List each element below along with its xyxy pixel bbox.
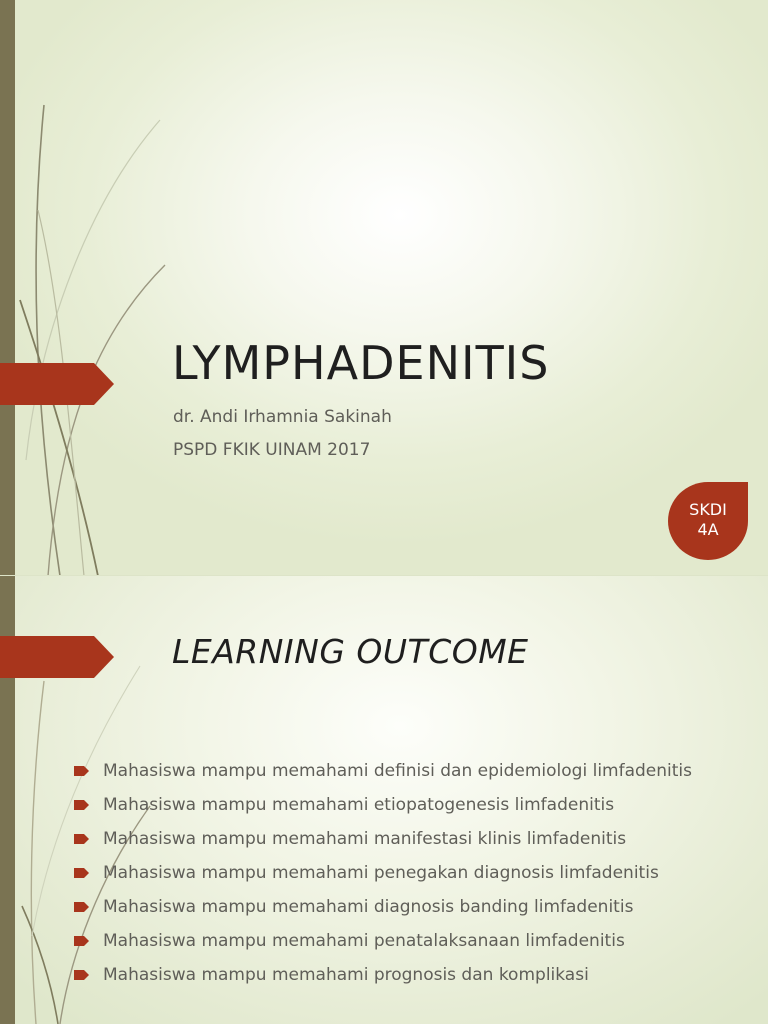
list-item [74,760,714,782]
list-item [74,794,714,816]
heading-tab-arrow [0,636,114,678]
arrow-bullet-icon [74,834,89,844]
badge-line-1: SKDI [689,500,727,519]
arrow-bullet-icon [74,800,89,810]
list-item-text: Mahasiswa mampu memahami definisi dan epidemiologi limfadenitis [103,761,692,781]
author-name: dr. Andi Irhamnia Sakinah [173,407,392,427]
arrow-bullet-icon [74,766,89,776]
arrow-bullet-icon [74,902,89,912]
list-item [74,862,714,884]
list-item-text: Mahasiswa mampu memahami penatalaksanaan limfadenitis [103,931,625,951]
list-item [74,828,714,850]
outcome-list [74,760,714,998]
list-item [74,930,714,952]
slide-side-bar [0,0,15,576]
list-item [74,896,714,918]
skdi-badge [668,482,748,560]
slide-heading: LEARNING OUTCOME [172,632,529,671]
title-tab-arrow [0,363,114,405]
arrow-bullet-icon [74,868,89,878]
decorative-swoosh [0,0,200,576]
list-item-text: Mahasiswa mampu memahami prognosis dan komplikasi [103,965,589,985]
list-item-text: Mahasiswa mampu memahami diagnosis banding limfadenitis [103,897,634,917]
learning-outcome-slide [0,576,768,1024]
badge-line-2: 4A [697,520,719,539]
arrow-bullet-icon [74,970,89,980]
list-item-text: Mahasiswa mampu memahami etiopatogenesis limfadenitis [103,795,615,815]
list-item [74,964,714,986]
list-item-text: Mahasiswa mampu memahami penegakan diagnosis limfadenitis [103,863,659,883]
list-item-text: Mahasiswa mampu memahami manifestasi klinis limfadenitis [103,829,627,849]
arrow-bullet-icon [74,936,89,946]
slide-title: LYMPHADENITIS [172,336,550,390]
institution-text: PSPD FKIK UINAM 2017 [173,440,371,460]
